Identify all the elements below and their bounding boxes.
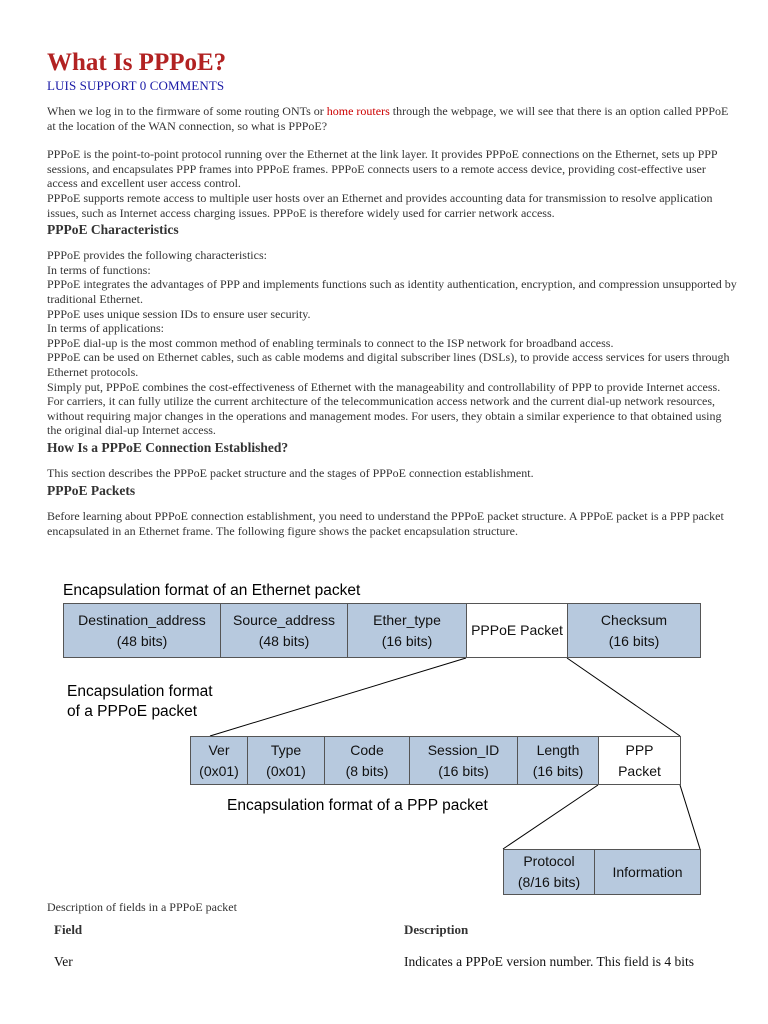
pppoe-field-ppp-packet: PPP Packet <box>598 736 681 785</box>
connector-line <box>210 658 466 736</box>
comments-link[interactable]: 0 COMMENTS <box>139 78 225 93</box>
encapsulation-figure <box>50 577 710 897</box>
connection-paragraph: This section describes the PPPoE packet structure and the stages of PPPoE connection establishment. <box>47 465 534 480</box>
article <box>47 48 737 539</box>
connector-line <box>680 785 700 849</box>
eth-field-checksum: Checksum (16 bits) <box>567 603 701 658</box>
eth-field-destination: Destination_address (48 bits) <box>63 603 221 658</box>
pppoe-format-title-line1: Encapsulation format <box>67 683 213 700</box>
paragraph-1: PPPoE is the point-to-point protocol running over the Ethernet at the link layer. It provides PPPoE connections on the Ethernet, sets up PPP sessions, and encapsulates PPP frames into PPPoE frames. PPPoE connects users to a remote access device, providing cost-effective user access and excellent user access control. <box>47 147 718 191</box>
ppp-field-information: Information <box>594 849 701 895</box>
ppp-field-protocol: Protocol (8/16 bits) <box>503 849 595 895</box>
table-cell-field: Ver <box>54 954 73 969</box>
pppoe-field-ver: Ver (0x01) <box>190 736 248 785</box>
home-routers-link[interactable]: home routers <box>326 104 390 118</box>
pppoe-field-length: Length (16 bits) <box>517 736 599 785</box>
heading-packets: PPPoE Packets <box>47 483 136 499</box>
char-line-6: PPPoE dial-up is the most common method of enabling terminals to connect to the ISP network for broadband access. <box>47 335 614 350</box>
char-line-2: In terms of functions: <box>47 262 151 277</box>
char-line-8: Simply put, PPPoE combines the cost-effectiveness of Ethernet with the manageability and controllability of PPP to provide Internet access. For carriers, it can fully utilize the current architecture of the telecommunication access network and the current dial-up network resources, without requiring major changes in the operations and management modes. For users, they obtain a similar experience to that obtained using the original dial-up Internet access. <box>47 379 722 438</box>
table-caption: Description of fields in a PPPoE packet <box>47 900 237 914</box>
packets-paragraph: Before learning about PPPoE connection establishment, you need to understand the PPPoE packet structure. A PPPoE packet is a PPP packet encapsulated in an Ethernet frame. The following figure shows the packet encapsulation structure. <box>47 509 724 539</box>
pppoe-format-title-line2: of a PPPoE packet <box>67 703 198 720</box>
eth-field-pppoe-packet: PPPoE Packet <box>466 603 568 658</box>
table-header-description: Description <box>404 922 469 937</box>
char-line-5: In terms of applications: <box>47 321 164 336</box>
eth-field-source: Source_address (48 bits) <box>220 603 348 658</box>
char-line-7: PPPoE can be used on Ethernet cables, such as cable modems and digital subscriber lines (DSLs), to provide access services for users through Ethernet protocols. <box>47 350 730 379</box>
page-title: What Is PPPoE? <box>47 49 227 76</box>
table-cell-description: Indicates a PPPoE version number. This field is 4 bits <box>404 954 694 969</box>
eth-field-ether-type: Ether_type (16 bits) <box>347 603 467 658</box>
ethernet-format-title: Encapsulation format of an Ethernet packet <box>63 582 361 599</box>
author-link[interactable]: LUIS SUPPORT <box>47 78 137 93</box>
char-line-1: PPPoE provides the following characteristics: <box>47 248 267 263</box>
char-line-4: PPPoE uses unique session IDs to ensure user security. <box>47 306 311 321</box>
paragraph-2: PPPoE supports remote access to multiple user hosts over an Ethernet and provides accounting data for transmission to resolve application issues, such as Internet access charging issues. PPPoE is therefore widely used for carrier network access. <box>47 190 713 220</box>
ppp-format-title: Encapsulation format of a PPP packet <box>227 797 488 814</box>
char-line-3: PPPoE integrates the advantages of PPP and implements functions such as identity authentication, encryption, and compression unsupported by traditional Ethernet. <box>47 277 737 306</box>
post-meta <box>47 78 737 94</box>
pppoe-field-type: Type (0x01) <box>247 736 325 785</box>
pppoe-field-code: Code (8 bits) <box>324 736 410 785</box>
connector-line <box>503 785 598 849</box>
intro-paragraph: When we log in to the firmware of some routing ONTs or home routers through the webpage, we will see that there is an option called PPPoE at the location of the WAN connection, so what is PPPoE? <box>47 104 729 133</box>
connector-line <box>567 658 680 736</box>
heading-connection: How Is a PPPoE Connection Established? <box>47 439 289 455</box>
pppoe-field-session-id: Session_ID (16 bits) <box>409 736 518 785</box>
table-header-field: Field <box>54 922 83 937</box>
heading-characteristics: PPPoE Characteristics <box>47 222 179 238</box>
